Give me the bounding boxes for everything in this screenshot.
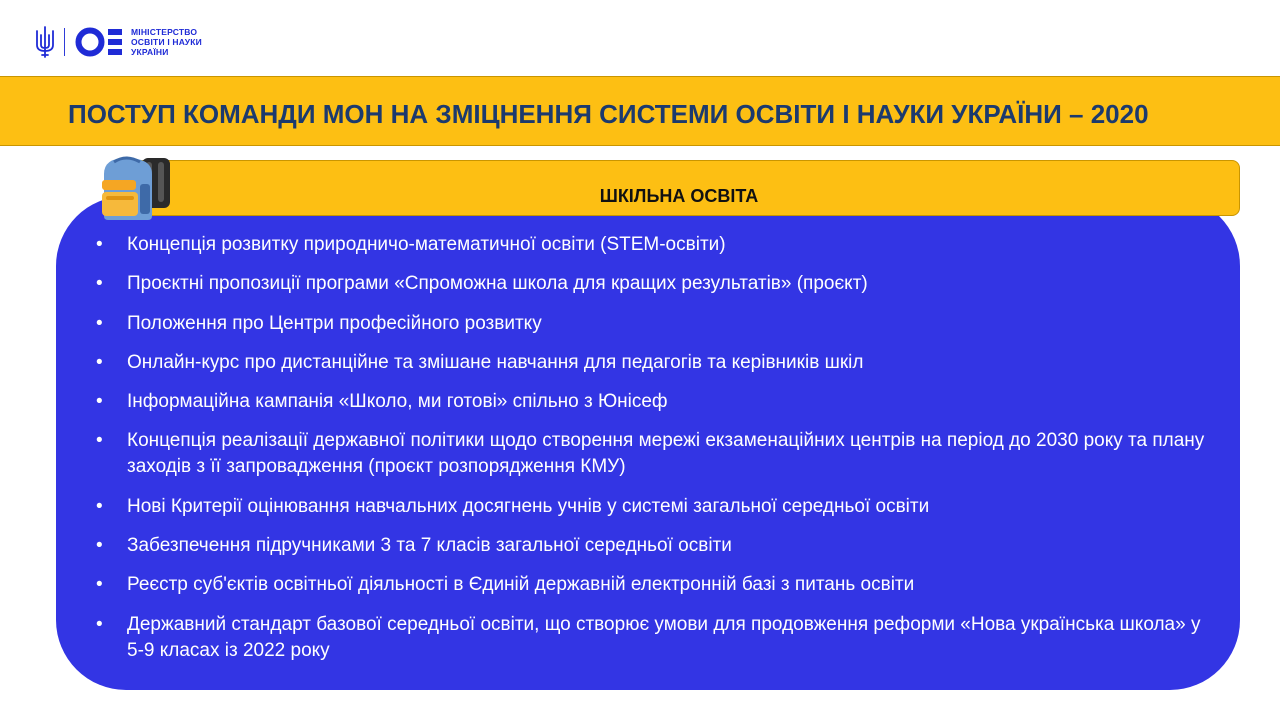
- list-item: [96, 271, 1206, 297]
- bullet-icon: •: [96, 613, 103, 635]
- list-item-text: Проєктні пропозиції програми «Спроможна школа для кращих результатів» (проєкт): [127, 273, 868, 295]
- section-title: ШКІЛЬНА ОСВІТА: [599, 186, 759, 206]
- ministry-line: УКРАЇНИ: [131, 47, 169, 57]
- list-item: [96, 350, 1206, 376]
- trident-icon: [34, 25, 56, 59]
- bullet-icon: •: [96, 312, 103, 334]
- title-banner: [0, 76, 1280, 146]
- ministry-line: МІНІСТЕРСТВО: [131, 27, 198, 37]
- list-item-text: Нові Критерії оцінювання навчальних досягнень учнів у системі загальної середньої освіти: [127, 495, 930, 517]
- list-item-text: Інформаційна кампанія «Школо, ми готові» спільно з Юнісеф: [127, 391, 668, 413]
- list-item-text: Державний стандарт базової середньої освіти, що створює умови для продовження реформи «Нова українська школа» у 5-9 класах із 2022 року: [127, 613, 1201, 661]
- list-item-text: Забезпечення підручниками 3 та 7 класів загальної середньої освіти: [127, 535, 732, 557]
- section-header: [130, 160, 1240, 216]
- list-item-text: Онлайн-курс про дистанційне та змішане навчання для педагогів та керівників шкіл: [127, 351, 864, 373]
- list-item: [96, 428, 1206, 480]
- ministry-logo: [34, 22, 202, 62]
- list-item: [96, 232, 1206, 258]
- moe-monogram-icon: [75, 25, 125, 59]
- list-item-text: Реєстр суб'єктів освітньої діяльності в Єдиній державній електронній базі з питань освіти: [127, 574, 915, 596]
- bullet-icon: •: [96, 351, 103, 373]
- bullet-icon: •: [96, 234, 103, 255]
- list-item-text: Концепція реалізації державної політики щодо створення мережі екзаменаційних центрів на період до 2030 року та плану заходів з її запровадження (проєкт розпорядження КМУ): [127, 430, 1205, 478]
- bullet-icon: •: [96, 574, 103, 596]
- list-item: [96, 389, 1206, 415]
- bullet-icon: •: [96, 273, 103, 295]
- achievement-list: [96, 232, 1206, 677]
- ministry-line: ОСВІТИ І НАУКИ: [131, 37, 202, 47]
- list-item: [96, 612, 1206, 664]
- list-item-text: Концепція розвитку природничо-математичної освіти (STEM-освіти): [127, 234, 726, 255]
- bullet-icon: •: [96, 430, 103, 452]
- list-item: [96, 311, 1206, 337]
- bullet-icon: •: [96, 535, 103, 557]
- ministry-name: [131, 27, 202, 57]
- bullet-icon: •: [96, 495, 103, 517]
- list-item: [96, 494, 1206, 520]
- list-item: [96, 572, 1206, 598]
- list-item: [96, 533, 1206, 559]
- logo-divider: [64, 28, 65, 56]
- bullet-icon: •: [96, 391, 103, 413]
- backpack-icon: [96, 154, 176, 224]
- slide-title: ПОСТУП КОМАНДИ МОН НА ЗМІЦНЕННЯ СИСТЕМИ ОСВІТИ І НАУКИ УКРАЇНИ – 2020: [68, 99, 1149, 129]
- list-item-text: Положення про Центри професійного розвитку: [127, 312, 542, 334]
